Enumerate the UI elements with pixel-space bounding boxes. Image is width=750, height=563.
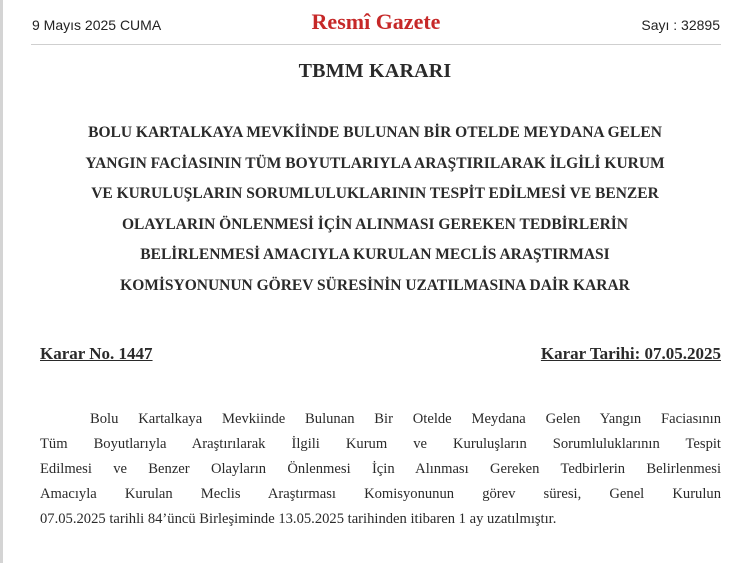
heading-line: VE KURULUŞLARIN SORUMLULUKLARININ TESPİT EDİLMESİ VE BENZER (91, 185, 659, 202)
body-line: 07.05.2025 tarihli 84’üncü Birleşiminde 13.05.2025 tarihinden itibaren 1 ay uzatılmıştır. (40, 511, 557, 527)
heading-line: KOMİSYONUNUN GÖREV SÜRESİNİN UZATILMASINA DAİR KARAR (120, 276, 630, 294)
gazette-title: Resmî Gazete (311, 9, 441, 34)
body-line: Amacıyla Kurulan Meclis Araştırması Komisyonunun görev süresi, Genel Kurulun (40, 486, 721, 502)
masthead (31, 0, 721, 45)
left-border (0, 0, 3, 563)
document-heading (20, 118, 730, 301)
heading-line: BELİRLENMESİ AMACIYLA KURULAN MECLİS ARAŞTIRMASI (140, 246, 610, 263)
heading-line: BOLU KARTALKAYA MEVKİİNDE BULUNAN BİR OTELDE MEYDANA GELEN (88, 124, 662, 141)
decision-body (40, 407, 721, 532)
decision-info (40, 344, 721, 366)
body-line: Edilmesi ve Benzer Olayların Önlenmesi İçin Alınması Gereken Tedbirlerin Belirlenmesi (40, 461, 721, 477)
heading-line: OLAYLARIN ÖNLENMESİ İÇİN ALINMASI GEREKEN TEDBİRLERİN (121, 215, 629, 233)
body-line: Bolu Kartalkaya Mevkiinde Bulunan Bir Otelde Meydana Gelen Yangın Faciasının (90, 411, 721, 427)
issue-number: Sayı : 32895 (641, 17, 720, 33)
decision-date: Karar Tarihi: 07.05.2025 (540, 344, 721, 363)
publication-date: 9 Mayıs 2025 CUMA (32, 17, 162, 33)
heading-line: YANGIN FACİASININ TÜM BOYUTLARIYLA ARAŞTIRILARAK İLGİLİ KURUM (85, 154, 665, 172)
decision-number: Karar No. 1447 (40, 344, 153, 363)
document-type: TBMM KARARI (298, 60, 452, 82)
body-line: Tüm Boyutlarıyla Araştırılarak İlgili Kurum ve Kuruluşların Sorumluluklarının Tespit (40, 436, 721, 452)
